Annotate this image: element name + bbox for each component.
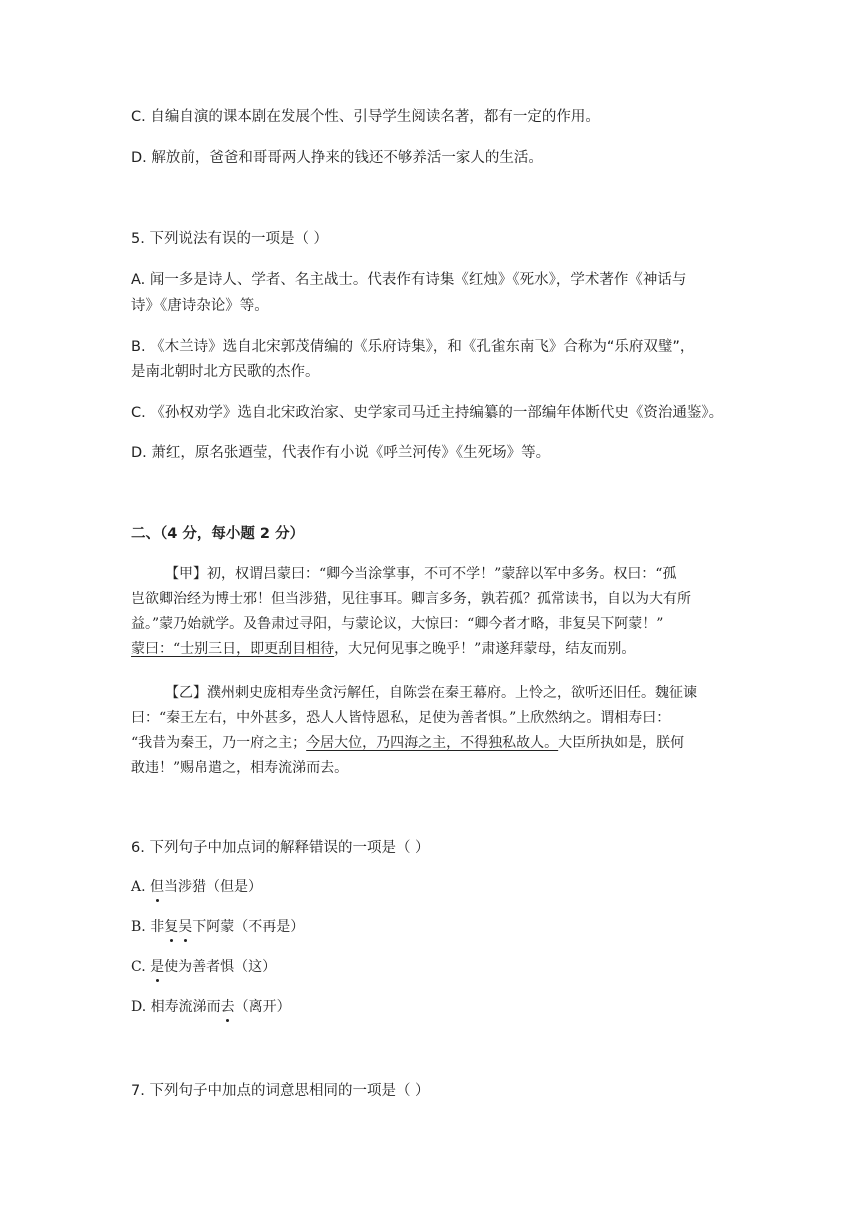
- q6-option-a-dotted-word: 但: [150, 879, 165, 895]
- q6-option-b-dotted-word-2: 吴: [178, 919, 193, 935]
- q6-option-c-dotted-word: 是: [150, 959, 165, 975]
- passage-yi-line3-pre: “我昔为秦王，乃一府之主；: [131, 735, 307, 751]
- q6-option-b-rest: 下阿蒙（不再是）: [192, 919, 305, 935]
- q5-option-b-line1: B. 《木兰诗》选自北宋郭茂倩编的《乐府诗集》，和《孔雀东南飞》合称为“乐府双璧”，: [131, 339, 695, 355]
- q5-option-a-line2: 诗》《唐诗杂论》等。: [131, 298, 269, 314]
- q7-stem: 7. 下列句子中加点的词意思相同的一项是（ ）: [131, 1083, 430, 1099]
- q5-option-c: C. 《孙权劝学》选自北宋政治家、史学家司马迁主持编纂的一部编年体断代史《资治通鉴》。: [131, 405, 724, 421]
- passage-jia-line4-rest: ，大兄何见事之晚乎！”肃遂拜蒙母，结友而别。: [334, 641, 636, 657]
- passage-jia-line2: 岂欲卿治经为博士邪！但当涉猎，见往事耳。卿言多务，孰若孤？孤常读书，自以为大有所: [131, 591, 691, 607]
- q5-option-a-line1: A. 闻一多是诗人、学者、名主战士。代表作有诗集《红烛》《死水》，学术著作《神话与: [131, 272, 687, 288]
- q6-option-c-rest: 使为善者惧（这）: [164, 959, 277, 975]
- q6-option-d-dotted-word: 去: [220, 999, 235, 1015]
- q6-option-b-label: B. 非: [131, 919, 165, 935]
- passage-yi-line4: 敢违！”赐帛遣之，相寿流涕而去。: [131, 760, 349, 776]
- q6-option-d: [131, 997, 291, 1017]
- passage-jia-underlined: 蒙曰：“士别三日，即更刮目相待: [131, 641, 335, 657]
- q6-option-d-label: D. 相寿流涕而: [131, 999, 221, 1015]
- q6-option-a: [131, 877, 262, 897]
- passage-yi-line3: [131, 733, 684, 753]
- q6-option-a-rest: 当涉猎（但是）: [164, 879, 263, 895]
- passage-jia-line4: [131, 639, 635, 659]
- q5-stem: 5. 下列说法有误的一项是（ ）: [131, 231, 329, 247]
- q6-option-b: [131, 917, 304, 937]
- passage-yi-line3-post: 大臣所执如是，朕何: [558, 735, 685, 751]
- q6-option-d-rest: （离开）: [234, 999, 291, 1015]
- passage-jia-line3: 益。”蒙乃始就学。及鲁肃过寻阳，与蒙论议，大惊曰：“卿今者才略，非复吴下阿蒙！”: [131, 616, 664, 632]
- section-heading: 二、（4 分，每小题 2 分）: [131, 526, 305, 542]
- q6-stem: 6. 下列句子中加点词的解释错误的一项是（ ）: [131, 840, 430, 856]
- q4-option-c: C. 自编自演的课本剧在发展个性、引导学生阅读名著，都有一定的作用。: [131, 109, 600, 125]
- passage-yi-line1: 【乙】濮州刺史庞相寿坐贪污解任，自陈尝在秦王幕府。上怜之，欲听还旧任。魏征谏: [165, 685, 697, 701]
- q6-option-c: [131, 957, 276, 977]
- q5-option-b-line2: 是南北朝时北方民歌的杰作。: [131, 364, 320, 380]
- q5-option-d: D. 萧红，原名张逎莹，代表作有小说《呼兰河传》《生死场》等。: [131, 445, 551, 461]
- q6-option-a-label: A.: [131, 879, 151, 895]
- q6-option-c-label: C.: [131, 959, 151, 975]
- passage-yi-line2: 曰：“秦王左右，中外甚多，恐人人皆恃恩私，足使为善者惧。”上欣然纳之。谓相寿曰：: [131, 710, 671, 726]
- passage-yi-underlined: 今居大位，乃四海之主，不得独私故人。: [306, 735, 559, 751]
- q6-option-b-dotted-word-1: 复: [164, 919, 179, 935]
- passage-jia-line1: 【甲】初，权谓吕蒙曰：“卿今当涂掌事，不可不学！”蒙辞以军中多务。权曰：“孤: [165, 566, 677, 582]
- q4-option-d: D. 解放前，爸爸和哥哥两人挣来的钱还不够养活一家人的生活。: [131, 150, 543, 166]
